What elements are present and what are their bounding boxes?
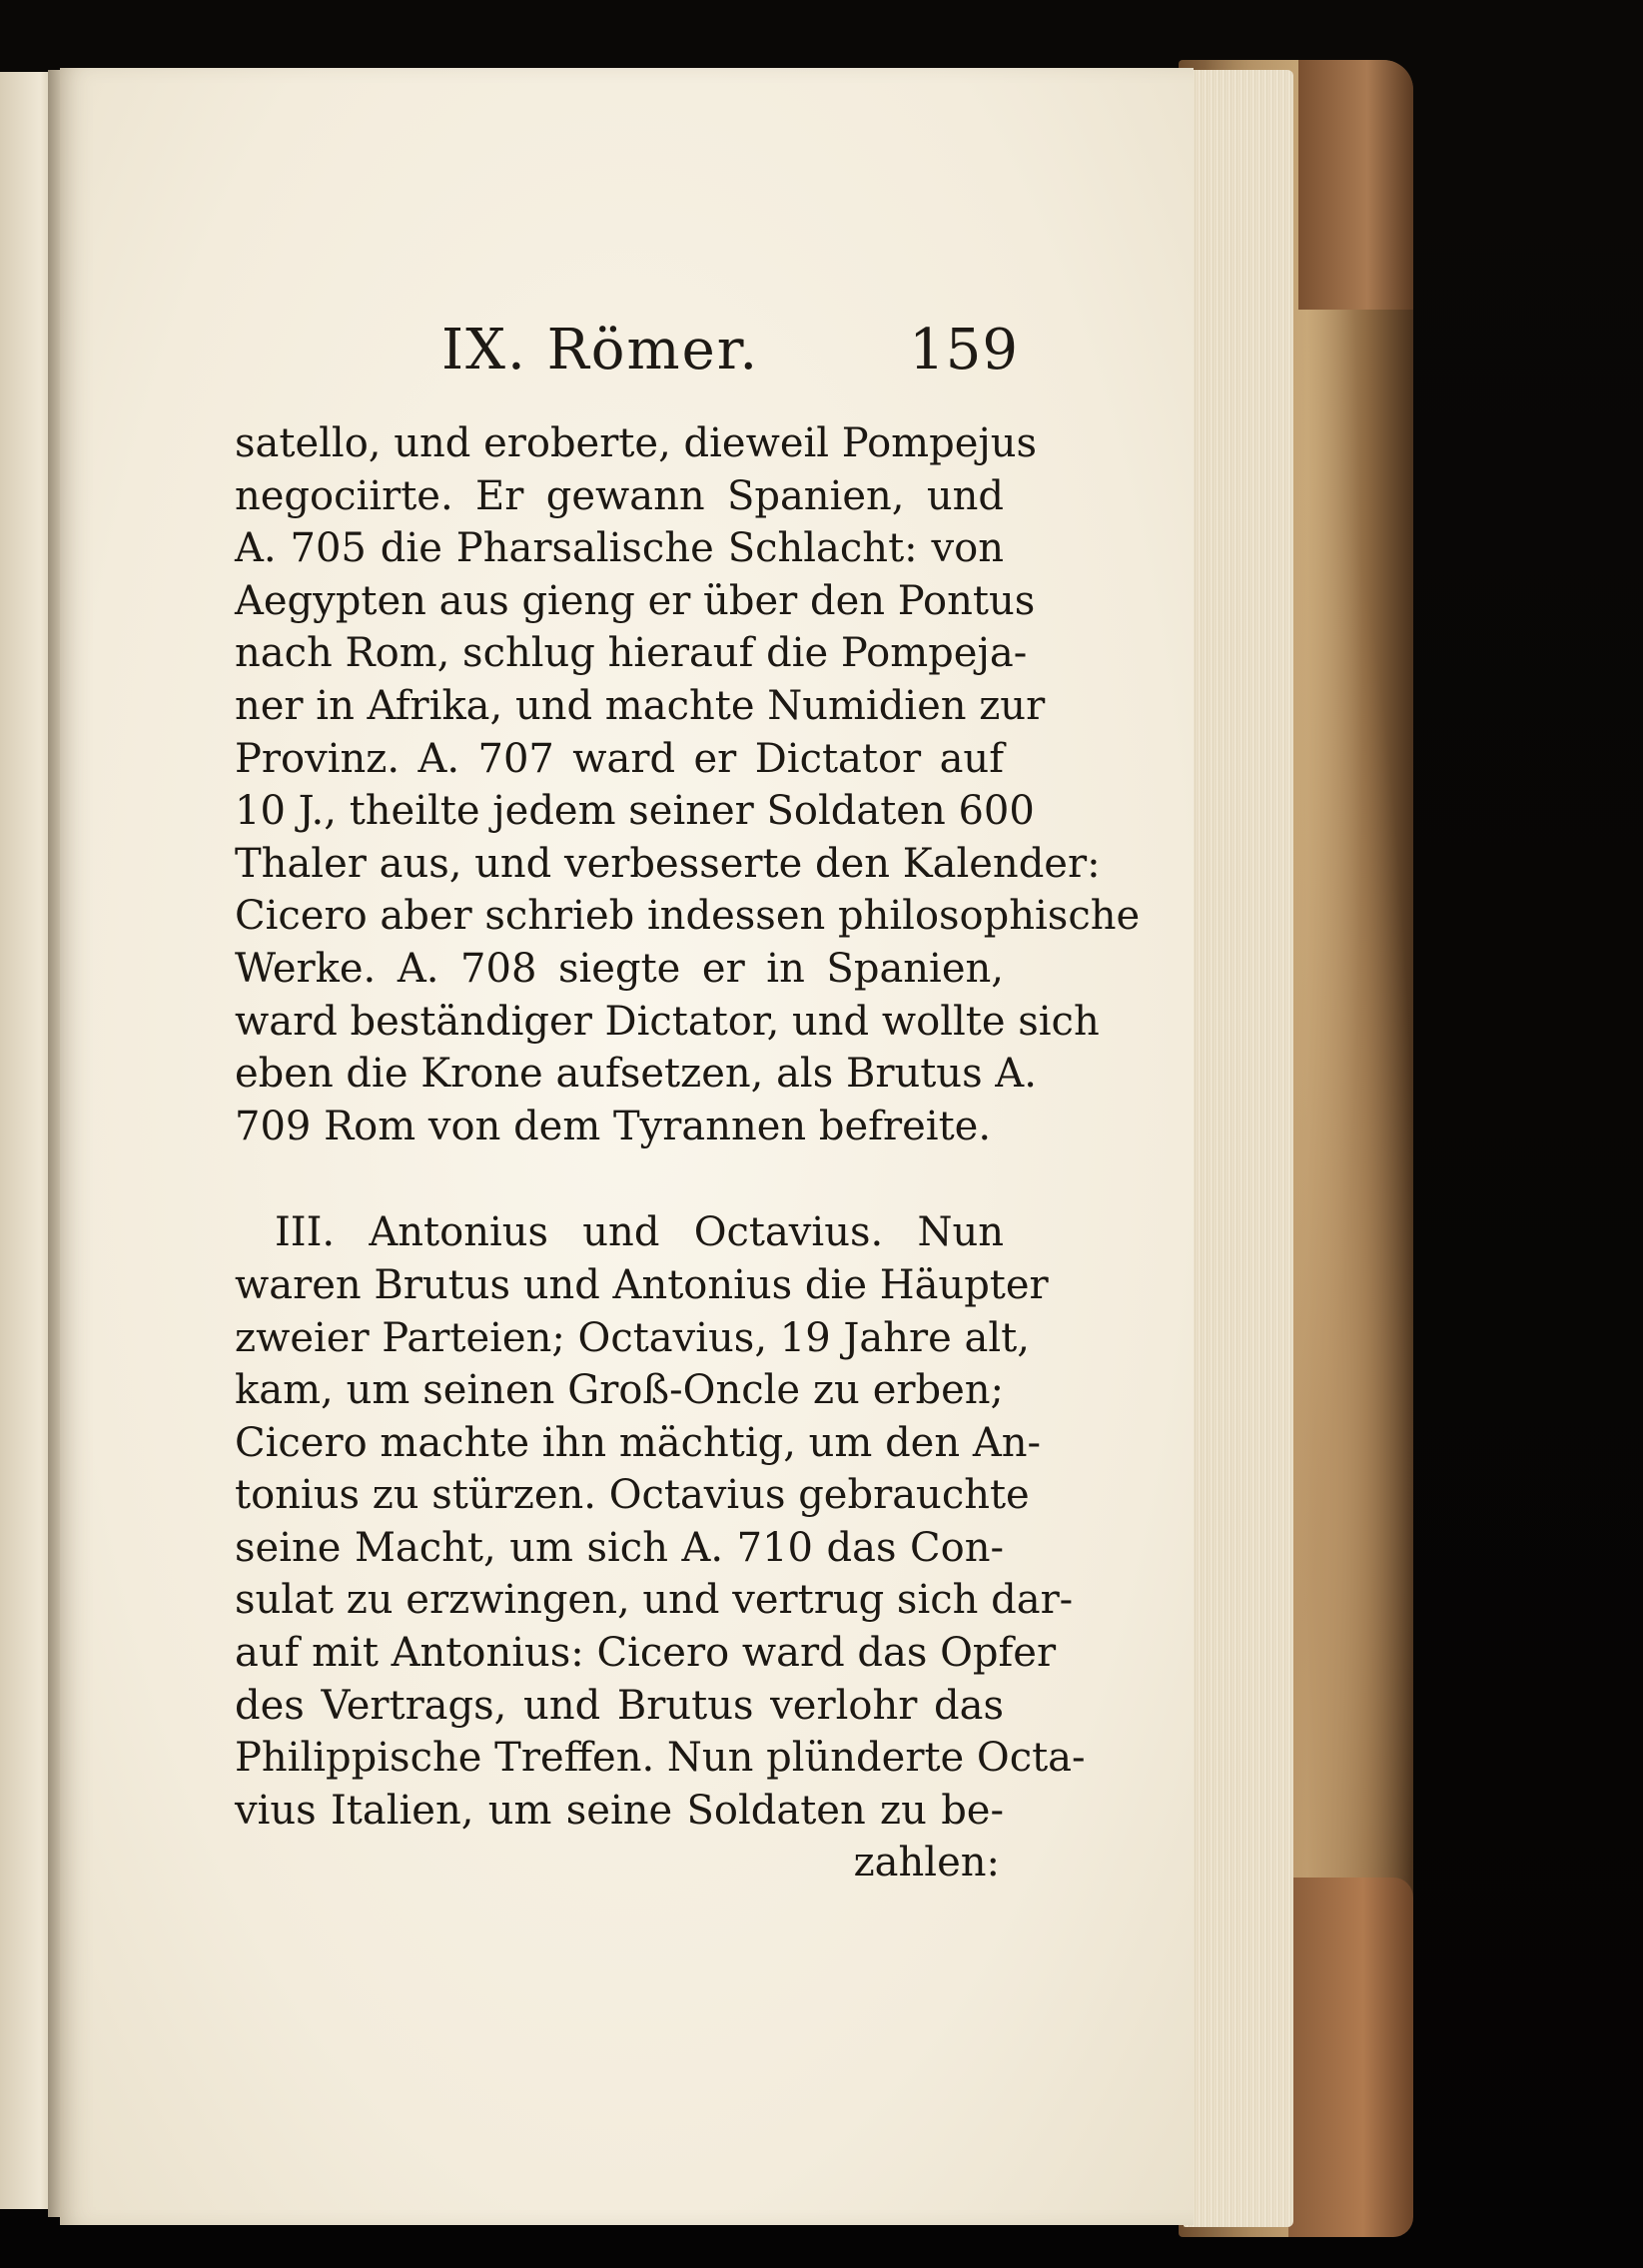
text-line: eben die Krone aufsetzen, als Brutus A. [235, 1051, 1037, 1098]
text-line: negociirte. Er gewann Spanien, und [235, 472, 1004, 519]
text-line: ward beständiger Dictator, und wollte sich [235, 998, 1100, 1045]
book-cover-corner-top [1298, 60, 1413, 310]
text-line: Philippische Treffen. Nun plünderte Octa- [235, 1735, 1086, 1782]
text-line: tonius zu stürzen. Octavius gebrauchte [235, 1472, 1030, 1519]
text-line: Provinz. A. 707 ward er Dictator auf [235, 735, 1004, 782]
section-heading-line: III. Antonius und Octavius. Nun [275, 1209, 1004, 1256]
text-line: nach Rom, schlug hierauf die Pompeja- [235, 630, 1028, 677]
body-text [235, 417, 1141, 1890]
book-page [60, 68, 1194, 2225]
text-line: ner in Afrika, und machte Numidien zur [235, 682, 1046, 729]
text-line: satello, und eroberte, dieweil Pompejus [235, 420, 1038, 466]
text-line: A. 705 die Pharsalische Schlacht: von [235, 525, 1004, 572]
paragraph-gap [235, 1152, 1004, 1206]
text-line: vius Italien, um seine Soldaten zu be- [235, 1787, 1004, 1834]
page-edges [1184, 70, 1293, 2227]
text-line: 10 J., theilte jedem seiner Soldaten 600 [235, 788, 1035, 835]
text-line: 709 Rom von dem Tyrannen befreite. [235, 1103, 992, 1149]
text-line: kam, um seinen Groß-Oncle zu erben; [235, 1367, 1004, 1414]
text-line: zweier Parteien; Octavius, 19 Jahre alt, [235, 1314, 1030, 1361]
text-line: sulat zu erzwingen, und vertrug sich dar- [235, 1577, 1074, 1624]
book-cover-corner-bottom [1288, 1878, 1413, 2237]
text-line: Cicero aber schrieb indessen philosophische [235, 893, 1141, 940]
text-line: auf mit Antonius: Cicero ward das Opfer [235, 1630, 1057, 1677]
text-line: Aegypten aus gieng er über den Pontus [235, 577, 1036, 624]
running-head [380, 318, 1019, 397]
running-head-title: IX. Römer. [441, 318, 760, 382]
text-line: Thaler aus, und verbesserte den Kalender: [235, 840, 1101, 887]
catchword: zahlen: [853, 1840, 1000, 1887]
text-line: des Vertrags, und Brutus verlohr das [235, 1682, 1004, 1729]
text-line: Werke. A. 708 siegte er in Spanien, [235, 945, 1004, 992]
text-line: Cicero machte ihn mächtig, um den An- [235, 1419, 1041, 1466]
page-number: 159 [909, 318, 1019, 382]
text-line: seine Macht, um sich A. 710 das Con- [235, 1524, 1004, 1571]
text-line: waren Brutus und Antonius die Häupter [235, 1261, 1049, 1308]
